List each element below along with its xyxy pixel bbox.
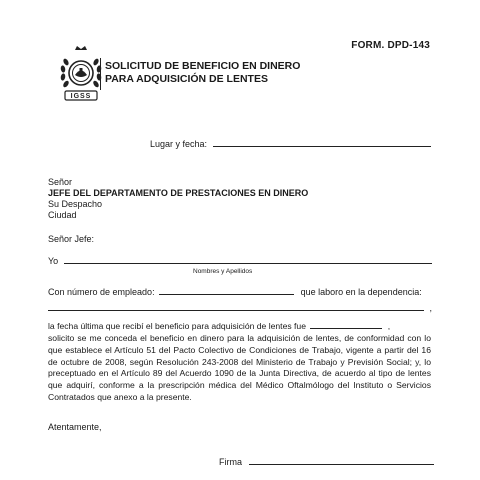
addressee-salutation: Señor	[48, 177, 73, 187]
title-divider	[100, 58, 101, 90]
place-date-row	[150, 139, 431, 149]
employee-row	[48, 287, 422, 297]
last-benefit-comma: ,	[387, 321, 391, 331]
dependency-comma: ,	[429, 303, 433, 313]
name-field[interactable]	[64, 263, 432, 264]
place-date-label: Lugar y fecha:	[150, 139, 208, 149]
dependency-field[interactable]	[48, 310, 424, 311]
form-title-line1: SOLICITUD DE BENEFICIO EN DINERO	[105, 60, 301, 72]
yo-label: Yo	[48, 256, 59, 266]
names-caption: Nombres y Apellidos	[193, 268, 253, 275]
dependency-label: que laboro en la dependencia:	[300, 287, 422, 297]
greeting: Señor Jefe:	[48, 234, 95, 244]
last-benefit-row	[48, 321, 390, 331]
signature-label: Firma	[219, 457, 242, 467]
place-date-field[interactable]	[213, 146, 431, 147]
svg-text:IGSS: IGSS	[70, 93, 92, 101]
addressee-office: Su Despacho	[48, 199, 103, 209]
last-benefit-date-field[interactable]	[310, 328, 382, 329]
form-title-line2: PARA ADQUISICIÓN DE LENTES	[105, 73, 268, 85]
yo-row	[48, 256, 432, 266]
dependency-row	[48, 303, 432, 313]
form-title	[105, 60, 300, 86]
last-benefit-label: la fecha última que recibí el beneficio para adquisición de lentes fue	[48, 321, 306, 331]
addressee-name: JEFE DEL DEPARTAMENTO DE PRESTACIONES EN DINERO	[48, 188, 309, 198]
signature-field[interactable]	[249, 464, 434, 465]
addressee-block	[48, 177, 308, 221]
form-code: FORM. DPD-143	[351, 40, 430, 51]
employee-number-field[interactable]	[159, 294, 294, 295]
addressee-city: Ciudad	[48, 210, 77, 220]
request-paragraph: solicito se me conceda el beneficio en dinero para la adquisición de lentes, de conformidad con lo que establece el Artículo 51 del Pacto Colectivo de Condiciones de Trabajo, vigente a partir del 16 de octubre de 2008, según Resolución 243-2008 del Ministerio de Trabajo y Previsión Social; y, lo preceptuado en el Artículo 89 del Acuerdo 1090 de la Junta Directiva, de acuerdo al tipo de lentes que adquirí, conforme a la prescripción médica del Médico Oftalmólogo del Instituto o Servicios Contratados que anexo a la presente.	[48, 333, 431, 402]
igss-emblem-icon	[57, 44, 105, 104]
employee-label: Con número de empleado:	[48, 287, 155, 297]
signature-row	[219, 457, 434, 467]
closing: Atentamente,	[48, 422, 102, 432]
